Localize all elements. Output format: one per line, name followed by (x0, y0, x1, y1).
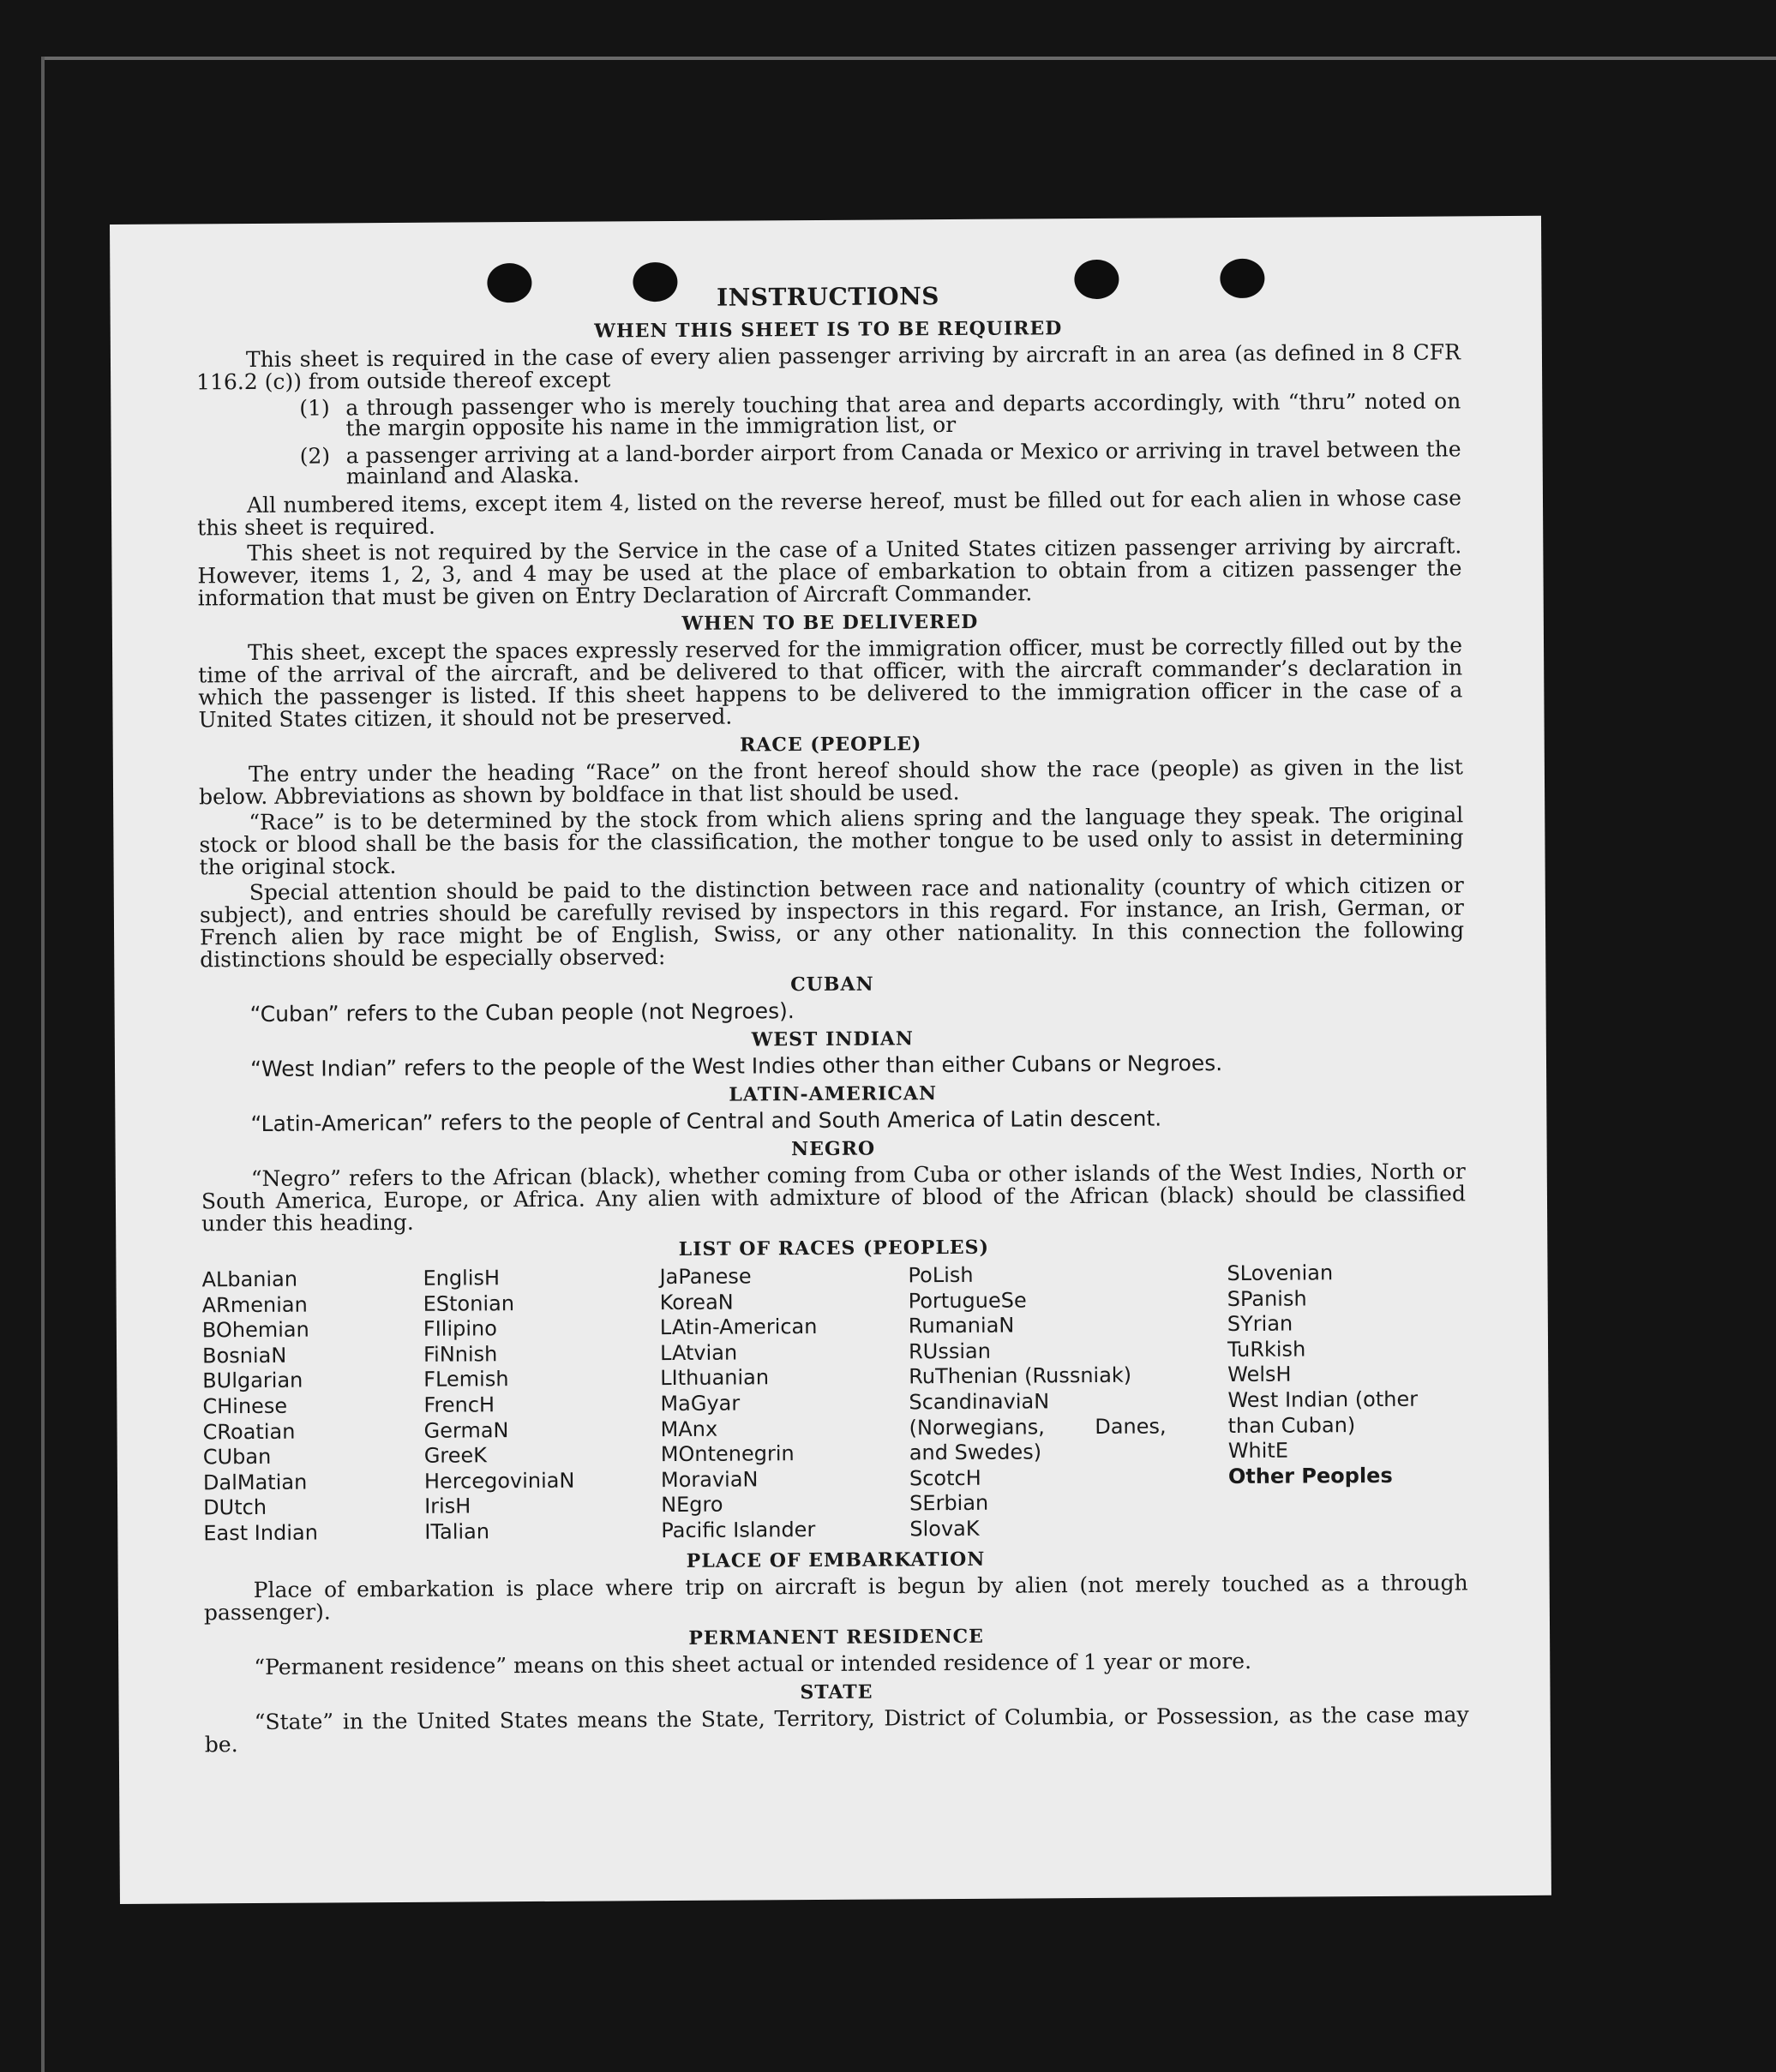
race-entry: Pacific Islander (661, 1517, 816, 1543)
race-entry: HercegoviniaN (423, 1468, 575, 1494)
race-entry: CHinese (202, 1393, 288, 1419)
heading-when-delivered: WHEN TO BE DELIVERED (681, 610, 979, 635)
race-entry: DUtch (203, 1495, 267, 1520)
exception-number: (1) (299, 395, 330, 421)
race-entry: ALbanian (201, 1267, 298, 1292)
west-indian-definition: “West Indian” refers to the people of the West Indies other than either Cubans or Negroes. (249, 1051, 1223, 1082)
race-paragraph-1: The entry under the heading “Race” on the front hereof should show the race (people) as given in the list below. Abbreviations as shown by boldface in that list should be used. (198, 754, 1463, 810)
race-entry: LIthuanian (660, 1365, 770, 1391)
race-entry: NEgro (661, 1493, 723, 1518)
race-entry: FIlipino (423, 1316, 497, 1341)
race-entry: FrencH (423, 1392, 495, 1417)
race-entry: ScotcH (909, 1465, 981, 1491)
race-entry: SYrian (1227, 1311, 1293, 1337)
race-entry: WhitE (1227, 1438, 1289, 1464)
punch-hole-2 (633, 262, 677, 302)
heading-when-required: WHEN THIS SHEET IS TO BE REQUIRED (594, 317, 1063, 343)
race-entry: MAnx (660, 1416, 718, 1441)
race-entry: ARmenian (201, 1292, 308, 1317)
race-entry: PoLish (908, 1262, 974, 1288)
when-required-intro: This sheet is required in the case of every alien passenger arriving by aircraft in an area (as defined in 8 CFR 116.2 (c)) from outside thereof except (196, 339, 1461, 395)
race-entry: East Indian (203, 1520, 318, 1546)
exception-item (299, 388, 1461, 441)
film-edge-left (41, 57, 45, 2072)
race-entry: RUssian (908, 1338, 991, 1364)
race-entry: SErbian (909, 1491, 989, 1516)
race-entry: SlovaK (909, 1516, 980, 1542)
heading-negro: NEGRO (790, 1137, 876, 1161)
heading-list-of-races: LIST OF RACES (PEOPLES) (678, 1236, 990, 1261)
race-entry: SPanish (1227, 1286, 1307, 1311)
when-delivered-paragraph: This sheet, except the spaces expressly reserved for the immigration officer, must be correctly filled out by the time of the arrival of the aircraft, and be delivered to that officer, with the aircraft commander’s declaration in which the passenger is listed. If this sheet happens to be delivered to the immigration officer in the case of a United States citizen, it should not be preserved. (198, 632, 1463, 733)
place-of-embarkation-definition: Place of embarkation is place where trip on aircraft is begun by alien (not merely touched as a through passenger). (203, 1569, 1468, 1625)
race-entry: MoraviaN (660, 1467, 759, 1492)
race-entry: ITalian (424, 1519, 490, 1544)
race-entry: SLovenian (1227, 1261, 1334, 1286)
heading-place-of-embarkation: PLACE OF EMBARKATION (686, 1548, 986, 1572)
race-entry: RuThenian (Russniak) (909, 1363, 1132, 1389)
heading-permanent-residence: PERMANENT RESIDENCE (688, 1625, 984, 1650)
race-entry: FLemish (423, 1367, 509, 1392)
races-column (659, 1263, 909, 1543)
race-entry: BosniaN (201, 1343, 287, 1368)
race-entry: KoreaN (659, 1290, 734, 1314)
race-entry: IrisH (424, 1494, 471, 1519)
latin-american-definition: “Latin-American” refers to the people of Central and South America of Latin descent. (250, 1105, 1162, 1137)
race-entry: JaPanese (659, 1264, 752, 1290)
race-paragraph-3: Special attention should be paid to the distinction between race and nationality (country of which citizen or subject), and entries should be carefully revised by inspectors in this regard. For instance, an Irish, German, or French alien by race might be of English, Swiss, or any other nationality. In this connection the following distinctions should be especially observed: (199, 872, 1465, 973)
races-column (908, 1261, 1228, 1542)
heading-latin-american: LATIN-AMERICAN (729, 1082, 938, 1106)
races-column (1227, 1260, 1451, 1540)
negro-definition: “Negro” refers to the African (black), whether coming from Cuba or other islands of the West Indies, North or South America, Europe, or Africa. Any alien with admixture of blood of the African (black) should be classified under this heading. (201, 1159, 1467, 1237)
instruction-sheet (110, 216, 1551, 1904)
race-entry: FiNnish (423, 1342, 498, 1367)
race-entry: LAtvian (659, 1340, 738, 1365)
race-entry: West Indian (other than Cuban) (1227, 1386, 1419, 1438)
race-entry: EStonian (423, 1291, 515, 1316)
punch-hole-4 (1220, 259, 1264, 298)
race-entry: WelsH (1227, 1362, 1292, 1387)
race-entry: MOntenegrin (660, 1441, 795, 1467)
heading-state: STATE (800, 1680, 873, 1704)
heading-cuban: CUBAN (790, 973, 874, 997)
races-column (201, 1267, 424, 1547)
cuban-definition: “Cuban” refers to the Cuban people (not Negroes). (249, 998, 795, 1027)
numbered-items-paragraph: All numbered items, except item 4, listed on the reverse hereof, must be filled out for each alien in whose case this sheet is required. (197, 485, 1462, 541)
exception-item (299, 436, 1461, 489)
race-paragraph-2: “Race” is to be determined by the stock from which aliens spring and the language they speak. The original stock or blood shall be the basis for the classification, the mother tongue to be used only to assist in determining the original stock. (199, 802, 1464, 880)
heading-race: RACE (PEOPLE) (739, 733, 922, 757)
race-entry: CRoatian (202, 1419, 296, 1444)
exception-text: a passenger arriving at a land-border airport from Canada or Mexico or arriving in travel between the mainland and Alaska. (345, 436, 1461, 489)
race-entry: RumaniaN (908, 1313, 1015, 1338)
exception-text: a through passenger who is merely touching that area and departs accordingly, with “thru” noted on the margin opposite his name in the immigration list, or (345, 388, 1461, 441)
citizen-paragraph: This sheet is not required by the Service in the case of a United States citizen passenger arriving by aircraft. However, items 1, 2, 3, and 4 may be used at the place of embarkation to obtain from a citizen passenger the information that must be given on Entry Declaration of Aircraft Commander. (197, 533, 1462, 611)
race-entry: ScandinaviaN (Norwegians, Danes, and Swedes) (909, 1389, 1167, 1465)
races-list (201, 1260, 1467, 1547)
exception-number: (2) (299, 443, 331, 469)
race-entry: BUlgarian (202, 1368, 303, 1393)
heading-west-indian: WEST INDIAN (751, 1027, 915, 1051)
state-definition: “State” in the United States means the State, Territory, District of Columbia, or Possession, as the case may be. (204, 1701, 1469, 1757)
race-entry: MaGyar (660, 1391, 741, 1416)
race-entry: BOhemian (201, 1317, 309, 1343)
races-column (423, 1265, 661, 1545)
page-title: INSTRUCTIONS (716, 282, 940, 312)
punch-hole-1 (487, 263, 531, 302)
race-entry: GermaN (423, 1417, 509, 1443)
permanent-residence-definition: “Permanent residence” means on this sheet actual or intended residence of 1 year or more. (254, 1648, 1252, 1680)
race-entry: Other Peoples (1227, 1463, 1393, 1488)
race-entry: EnglisH (423, 1266, 501, 1291)
film-edge-top (41, 57, 1776, 60)
race-entry: CUban (202, 1445, 272, 1470)
race-entry: DalMatian (202, 1470, 308, 1495)
punch-hole-3 (1074, 260, 1119, 299)
race-entry: LAtin-American (659, 1314, 818, 1340)
race-entry: GreeK (423, 1443, 488, 1468)
race-entry: TuRkish (1227, 1337, 1306, 1362)
race-entry: PortugueSe (908, 1288, 1027, 1313)
